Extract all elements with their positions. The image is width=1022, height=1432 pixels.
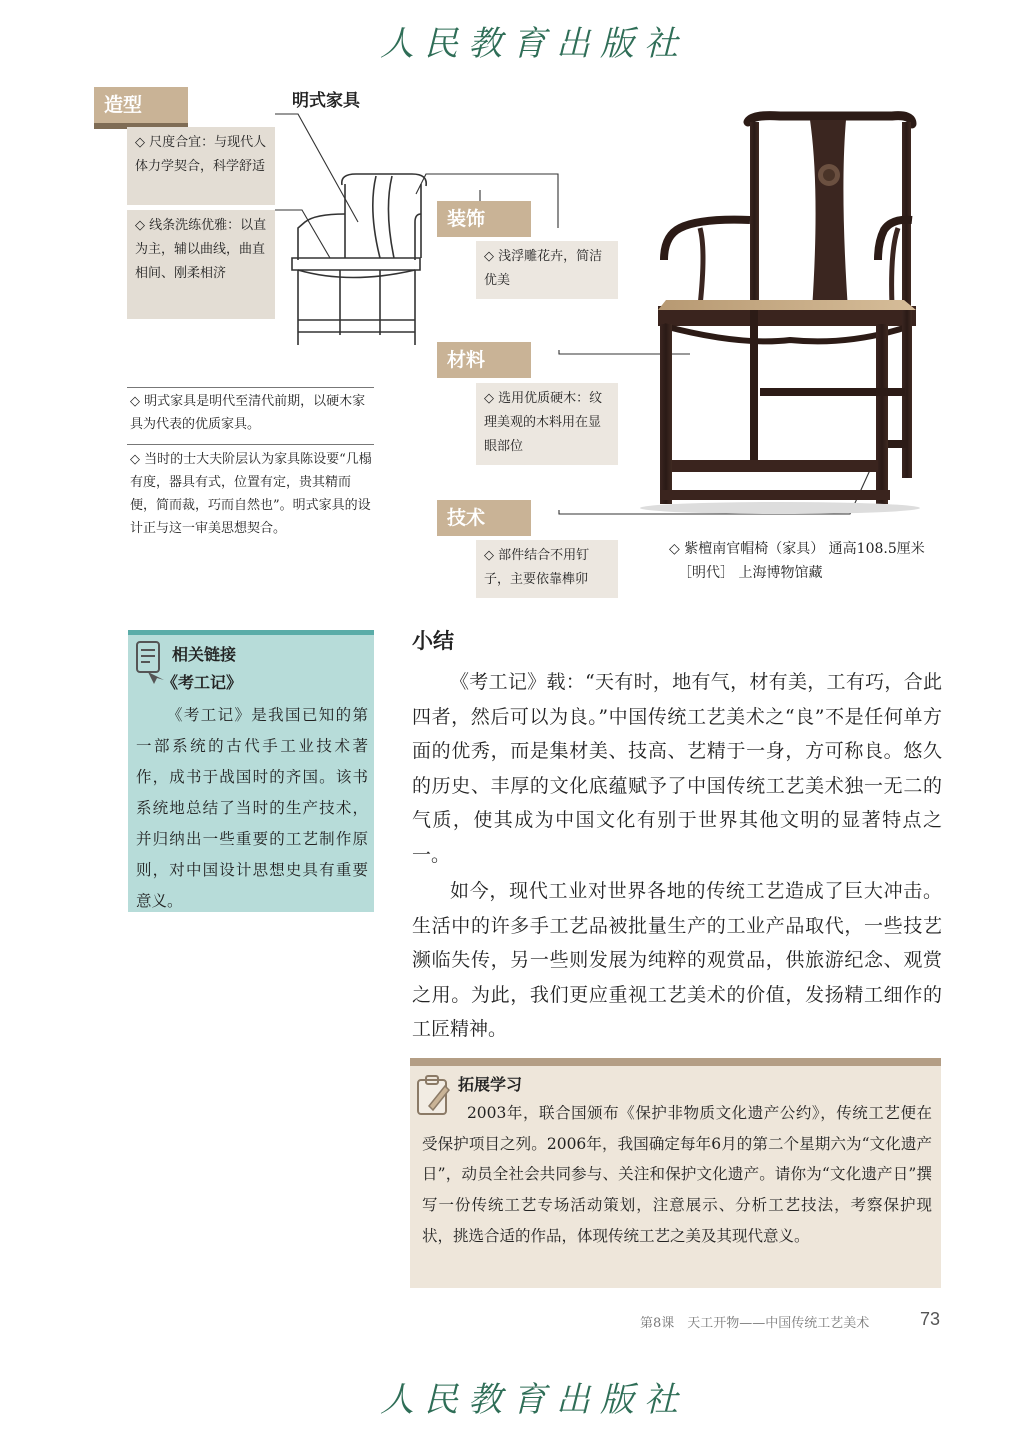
chair-seat	[292, 258, 420, 270]
side-rule-2	[127, 444, 374, 445]
material-note: ◇ 选用优质硬木：纹理美观的木料用在显眼部位	[476, 383, 618, 465]
related-link-heading: 相关链接	[172, 645, 237, 664]
summary-paragraph-2: 如今，现代工业对世界各地的传统工艺造成了巨大冲击。生活中的许多手工艺品被批量生产的工业产品取代，一些技艺濒临失传，另一些则发展为纯粹的观赏品，供旅游纪念、观赏之用。为此，我们更应重视工艺美术的价值，发扬精工细作的工匠精神。	[412, 880, 942, 1040]
photo-caption-line2: ［明代］ 上海博物馆藏	[678, 565, 823, 581]
publisher-footer: 人民教育出版社	[380, 1380, 688, 1420]
related-link-box	[128, 630, 374, 912]
modeling-tag: 造型	[94, 87, 188, 123]
technique-note: ◇ 部件结合不用钉子，主要依靠榫卯	[476, 540, 618, 598]
chair-splat	[373, 176, 394, 258]
modeling-note-2: ◇ 线条洗练优雅：以直为主，辅以曲线，曲直相间、刚柔相济	[127, 210, 275, 319]
publisher-header: 人民教育出版社	[380, 24, 688, 64]
summary-paragraph-1: 《考工记》载：“天有时，地有气，材有美，工有巧，合此四者，然后可以为良。”中国传统工艺美术之“良”不是任何单方面的优秀，而是集材美、技高、艺精于一身，方可称良。悠久的历史、丰厚的文化底蕴赋予了中国传统工艺美术独一无二的气质，使其成为中国文化有别于世界其他文明的显著特点之一。	[412, 671, 942, 866]
chair-crest-rail	[342, 174, 426, 186]
summary-heading: 小结	[412, 628, 454, 653]
footer-lesson: 第8课 天工开物——中国传统工艺美术	[640, 1316, 870, 1331]
material-tag: 材料	[437, 342, 531, 378]
technique-tag: 技术	[437, 500, 531, 536]
modeling-note-1: ◇ 尺度合宜：与现代人体力学契合，科学舒适	[127, 127, 275, 205]
side-note-1: ◇ 明式家具是明代至清代前期，以硬木家具为代表的优质家具。	[130, 394, 366, 432]
related-link-body: 《考工记》是我国已知的第一部系统的古代手工业技术著作，成书于战国时的齐国。该书系统地总结了当时的生产技术，并归纳出一些重要的工艺制作原则，对中国设计思想史具有重要意义。	[136, 706, 368, 910]
chair-photo	[640, 110, 960, 520]
photo-caption-line1: ◇ 紫檀南官帽椅（家具） 通高108.5厘米	[669, 541, 925, 557]
related-link-subtitle: 《考工记》	[162, 673, 243, 692]
extension-top-bar	[410, 1058, 941, 1066]
decoration-tag: 装饰	[437, 201, 531, 237]
page-number: 73	[920, 1309, 941, 1329]
extension-box	[410, 1058, 941, 1288]
extension-body: 2003年，联合国颁布《保护非物质文化遗产公约》，传统工艺便在受保护项目之列。2006年，我国确定每年6月的第二个星期六为“文化遗产日”，动员全社会共同参与、关注和保护文化遗产。请你为“文化遗产日”撰写一份传统工艺专场活动策划，注意展示、分析工艺技法，考察保护现状，挑选合适的作品，体现传统工艺之美及其现代意义。	[422, 1104, 932, 1245]
extension-heading: 拓展学习	[458, 1075, 523, 1094]
side-rule-1	[127, 387, 374, 388]
related-link-top-bar	[128, 630, 374, 635]
side-note-2: ◇ 当时的士大夫阶层认为家具陈设要“几榻有度，器具有式，位置有定，贵其精而便，简而裁，巧而自然也”。明式家具的设计正与这一审美思想契合。	[130, 452, 372, 536]
diagram-title: 明式家具	[292, 91, 360, 111]
decoration-note: ◇ 浅浮雕花卉，简洁优美	[476, 241, 618, 299]
